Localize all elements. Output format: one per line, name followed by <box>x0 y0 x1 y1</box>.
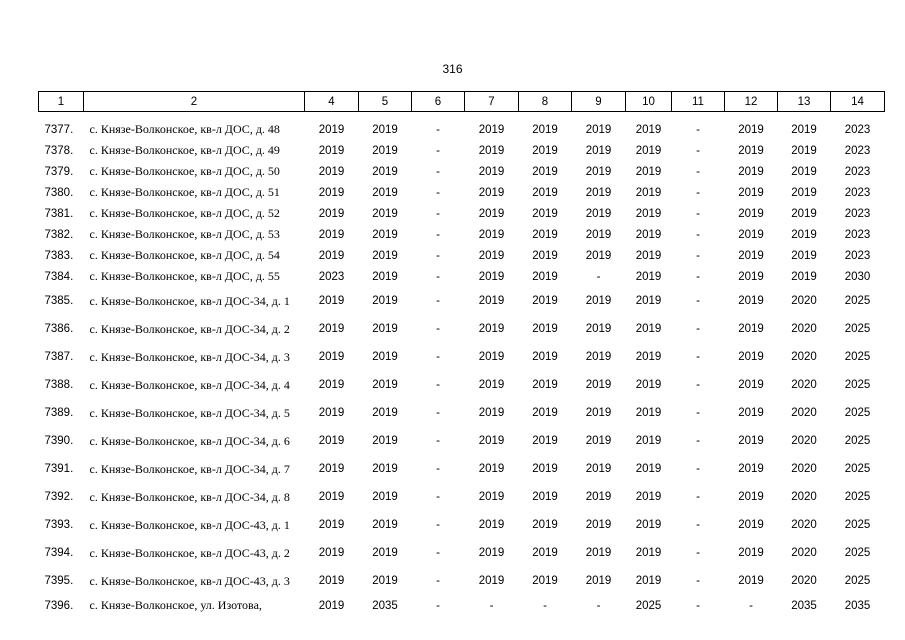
year-cell: - <box>436 228 440 241</box>
year-cell: 2019 <box>791 165 817 178</box>
row-number: 7384. <box>44 270 74 283</box>
year-cell: 2019 <box>585 435 612 447</box>
row-number: 7386. <box>44 323 74 335</box>
year-cell: 2019 <box>738 123 764 136</box>
year-cell: 2019 <box>318 599 345 612</box>
year-cell: 2020 <box>791 351 817 363</box>
row-number: 7382. <box>44 228 74 241</box>
column-header: 4 <box>305 92 359 112</box>
year-cell: 2025 <box>844 547 871 559</box>
year-cell: 2019 <box>635 547 662 559</box>
year-cell: - <box>696 295 700 307</box>
year-cell: 2019 <box>738 228 764 241</box>
row-number: 7385. <box>44 295 74 307</box>
year-cell: 2020 <box>791 463 817 475</box>
year-cell: 2019 <box>532 123 558 136</box>
year-cell: 2019 <box>635 519 662 531</box>
year-cell: - <box>489 599 494 612</box>
column-header: 11 <box>672 92 725 112</box>
address-cell: с. Князе-Волконское, кв-л ДОС-34, д. 3 <box>89 349 290 364</box>
year-cell: 2019 <box>478 351 505 363</box>
year-cell: 2030 <box>844 270 871 283</box>
year-cell: 2019 <box>791 186 817 199</box>
table-body <box>39 112 885 617</box>
year-cell: 2025 <box>844 295 871 307</box>
year-cell: - <box>596 599 601 612</box>
year-cell: 2019 <box>478 207 505 220</box>
year-cell: 2019 <box>791 144 817 157</box>
year-cell: - <box>696 599 700 612</box>
year-cell: 2019 <box>635 295 662 307</box>
address-cell: с. Князе-Волконское, кв-л ДОС, д. 54 <box>89 248 280 262</box>
year-cell: 2019 <box>585 228 612 241</box>
year-cell: - <box>436 295 440 307</box>
year-cell: 2019 <box>738 491 764 503</box>
year-cell: 2019 <box>372 323 398 335</box>
year-cell: - <box>436 599 440 612</box>
year-cell: 2019 <box>318 123 345 136</box>
year-cell: 2019 <box>532 207 558 220</box>
year-cell: 2019 <box>635 351 662 363</box>
year-cell: 2019 <box>585 123 612 136</box>
year-cell: 2019 <box>635 123 662 136</box>
year-cell: 2023 <box>844 228 871 241</box>
year-cell: 2025 <box>844 379 871 391</box>
table-row <box>39 455 885 483</box>
year-cell: 2019 <box>372 407 398 419</box>
year-cell: 2019 <box>318 575 345 587</box>
year-cell: 2019 <box>478 407 505 419</box>
year-cell: 2025 <box>635 599 662 612</box>
column-header: 14 <box>831 92 885 112</box>
year-cell: 2019 <box>318 249 345 262</box>
year-cell: 2019 <box>738 270 764 283</box>
row-number: 7392. <box>44 491 74 503</box>
year-cell: 2019 <box>372 379 398 391</box>
address-cell: с. Князе-Волконское, кв-л ДОС-34, д. 1 <box>89 293 290 308</box>
year-cell: 2019 <box>372 463 398 475</box>
table-row <box>39 399 885 427</box>
year-cell: 2019 <box>372 575 398 587</box>
year-cell: 2019 <box>372 228 398 241</box>
year-cell: 2019 <box>318 519 345 531</box>
year-cell: 2019 <box>318 491 345 503</box>
year-cell: 2020 <box>791 491 817 503</box>
year-cell: 2019 <box>738 249 764 262</box>
table-row <box>39 315 885 343</box>
row-number: 7396. <box>44 599 74 612</box>
year-cell: 2020 <box>791 295 817 307</box>
year-cell: 2019 <box>318 165 345 178</box>
year-cell: - <box>696 463 700 475</box>
row-number: 7377. <box>44 123 74 136</box>
year-cell: 2019 <box>318 435 345 447</box>
year-cell: 2023 <box>318 270 345 283</box>
address-cell: с. Князе-Волконское, кв-л ДОС, д. 50 <box>89 164 280 178</box>
year-cell: 2019 <box>635 323 662 335</box>
year-cell: 2019 <box>532 186 558 199</box>
year-cell: - <box>436 407 440 419</box>
year-cell: - <box>696 323 700 335</box>
year-cell: - <box>436 144 440 157</box>
year-cell: 2019 <box>532 379 558 391</box>
year-cell: - <box>596 270 601 283</box>
year-cell: 2019 <box>532 165 558 178</box>
year-cell: 2019 <box>585 575 612 587</box>
table-row <box>39 343 885 371</box>
year-cell: 2025 <box>844 435 871 447</box>
year-cell: 2023 <box>844 186 871 199</box>
year-cell: 2019 <box>478 270 505 283</box>
year-cell: - <box>436 123 440 136</box>
year-cell: 2023 <box>844 144 871 157</box>
year-cell: 2019 <box>532 270 558 283</box>
table-row <box>39 161 885 182</box>
year-cell: 2019 <box>532 295 558 307</box>
table-row <box>39 483 885 511</box>
year-cell: 2023 <box>844 249 871 262</box>
year-cell: - <box>436 186 440 199</box>
year-cell: 2019 <box>372 207 398 220</box>
row-number: 7394. <box>44 547 74 559</box>
table-row <box>39 140 885 161</box>
year-cell: - <box>436 519 440 531</box>
year-cell: 2035 <box>791 599 817 612</box>
row-number: 7387. <box>44 351 74 363</box>
year-cell: - <box>436 270 440 283</box>
row-number: 7388. <box>44 379 74 391</box>
year-cell: 2019 <box>372 519 398 531</box>
year-cell: - <box>696 519 700 531</box>
year-cell: 2023 <box>844 165 871 178</box>
table-row <box>39 595 885 616</box>
year-cell: 2025 <box>844 463 871 475</box>
year-cell: 2019 <box>372 295 398 307</box>
year-cell: 2019 <box>738 165 764 178</box>
year-cell: 2019 <box>585 547 612 559</box>
column-header: 9 <box>572 92 626 112</box>
row-number: 7389. <box>44 407 74 419</box>
address-cell: с. Князе-Волконское, кв-л ДОС-34, д. 4 <box>89 377 290 392</box>
table-row <box>39 567 885 595</box>
year-cell: 2019 <box>738 519 764 531</box>
year-cell: - <box>436 351 440 363</box>
year-cell: 2035 <box>844 599 871 612</box>
year-cell: 2019 <box>532 144 558 157</box>
year-cell: 2019 <box>532 323 558 335</box>
row-number: 7391. <box>44 463 74 475</box>
year-cell: 2019 <box>372 165 398 178</box>
address-cell: с. Князе-Волконское, кв-л ДОС-34, д. 5 <box>89 405 290 420</box>
table-row <box>39 511 885 539</box>
year-cell: 2019 <box>318 407 345 419</box>
column-header: 2 <box>84 92 305 112</box>
year-cell: 2019 <box>585 165 612 178</box>
page-number: 316 <box>442 62 463 76</box>
year-cell: 2019 <box>635 249 662 262</box>
year-cell: - <box>436 491 440 503</box>
year-cell: - <box>696 435 700 447</box>
address-cell: с. Князе-Волконское, кв-л ДОС-34, д. 7 <box>89 461 290 476</box>
year-cell: 2020 <box>791 323 817 335</box>
column-header: 10 <box>626 92 672 112</box>
year-cell: - <box>436 165 440 178</box>
year-cell: 2035 <box>372 599 398 612</box>
year-cell: 2019 <box>635 435 662 447</box>
year-cell: 2019 <box>318 547 345 559</box>
year-cell: 2019 <box>585 463 612 475</box>
row-number: 7378. <box>44 144 74 157</box>
year-cell: 2019 <box>478 186 505 199</box>
column-header: 8 <box>519 92 572 112</box>
year-cell: 2019 <box>532 575 558 587</box>
table-row <box>39 539 885 567</box>
address-cell: с. Князе-Волконское, кв-л ДОС, д. 49 <box>89 143 280 157</box>
year-cell: 2020 <box>791 435 817 447</box>
year-cell: 2019 <box>478 463 505 475</box>
year-cell: - <box>696 270 700 283</box>
year-cell: 2025 <box>844 491 871 503</box>
table-row <box>39 203 885 224</box>
year-cell: 2025 <box>844 323 871 335</box>
year-cell: 2019 <box>372 249 398 262</box>
row-number: 7379. <box>44 165 74 178</box>
year-cell: 2019 <box>585 295 612 307</box>
year-cell: 2019 <box>372 123 398 136</box>
year-cell: 2019 <box>738 547 764 559</box>
address-cell: с. Князе-Волконское, кв-л ДОС, д. 51 <box>89 185 280 199</box>
table-row <box>39 266 885 287</box>
year-cell: 2019 <box>791 123 817 136</box>
year-cell: 2019 <box>635 270 662 283</box>
address-cell: с. Князе-Волконское, кв-л ДОС-34, д. 8 <box>89 489 290 504</box>
year-cell: 2019 <box>532 228 558 241</box>
year-cell: 2019 <box>738 351 764 363</box>
year-cell: 2023 <box>844 207 871 220</box>
year-cell: - <box>696 351 700 363</box>
year-cell: 2019 <box>478 228 505 241</box>
year-cell: 2019 <box>585 323 612 335</box>
year-cell: 2019 <box>372 270 398 283</box>
address-cell: с. Князе-Волконское, кв-л ДОС-43, д. 2 <box>89 545 290 560</box>
year-cell: 2019 <box>585 144 612 157</box>
year-cell: 2020 <box>791 407 817 419</box>
address-cell: с. Князе-Волконское, кв-л ДОС-43, д. 1 <box>89 517 290 532</box>
row-number: 7390. <box>44 435 74 447</box>
year-cell: 2025 <box>844 575 871 587</box>
year-cell: 2019 <box>585 351 612 363</box>
year-cell: 2019 <box>791 207 817 220</box>
year-cell: 2019 <box>478 379 505 391</box>
year-cell: - <box>696 491 700 503</box>
year-cell: - <box>436 435 440 447</box>
column-header: 5 <box>359 92 412 112</box>
year-cell: 2019 <box>532 491 558 503</box>
table-row <box>39 182 885 203</box>
column-header: 12 <box>725 92 778 112</box>
table-header <box>39 92 885 112</box>
data-table <box>38 91 885 616</box>
year-cell: 2019 <box>738 435 764 447</box>
year-cell: 2019 <box>635 491 662 503</box>
year-cell: - <box>696 379 700 391</box>
year-cell: 2019 <box>478 575 505 587</box>
year-cell: 2019 <box>318 463 345 475</box>
year-cell: 2019 <box>318 186 345 199</box>
year-cell: 2019 <box>478 323 505 335</box>
year-cell: 2019 <box>532 407 558 419</box>
address-cell: с. Князе-Волконское, кв-л ДОС, д. 55 <box>89 269 280 283</box>
year-cell: 2019 <box>478 491 505 503</box>
year-cell: - <box>696 207 700 220</box>
year-cell: 2019 <box>738 186 764 199</box>
row-number: 7393. <box>44 519 74 531</box>
year-cell: 2019 <box>738 463 764 475</box>
year-cell: 2019 <box>372 547 398 559</box>
year-cell: 2019 <box>318 323 345 335</box>
year-cell: 2020 <box>791 547 817 559</box>
year-cell: - <box>436 575 440 587</box>
year-cell: 2019 <box>791 228 817 241</box>
address-cell: с. Князе-Волконское, кв-л ДОС-34, д. 2 <box>89 321 290 336</box>
year-cell: 2019 <box>585 186 612 199</box>
year-cell: 2019 <box>738 295 764 307</box>
table-row <box>39 245 885 266</box>
year-cell: 2019 <box>478 165 505 178</box>
year-cell: 2019 <box>738 207 764 220</box>
year-cell: 2019 <box>738 379 764 391</box>
year-cell: 2019 <box>635 379 662 391</box>
year-cell: 2019 <box>635 407 662 419</box>
year-cell: 2019 <box>372 435 398 447</box>
year-cell: - <box>696 186 700 199</box>
year-cell: - <box>436 323 440 335</box>
year-cell: 2019 <box>791 249 817 262</box>
year-cell: 2019 <box>478 295 505 307</box>
year-cell: 2019 <box>372 491 398 503</box>
year-cell: 2019 <box>318 228 345 241</box>
year-cell: 2019 <box>585 407 612 419</box>
table-row <box>39 427 885 455</box>
year-cell: - <box>436 207 440 220</box>
year-cell: 2019 <box>532 547 558 559</box>
year-cell: 2023 <box>844 123 871 136</box>
year-cell: - <box>696 547 700 559</box>
year-cell: 2019 <box>635 186 662 199</box>
address-cell: с. Князе-Волконское, кв-л ДОС, д. 53 <box>89 227 280 241</box>
year-cell: 2019 <box>372 186 398 199</box>
table-row <box>39 287 885 315</box>
year-cell: - <box>543 599 547 612</box>
year-cell: - <box>696 123 700 136</box>
row-number: 7381. <box>44 207 74 220</box>
row-number: 7383. <box>44 249 74 262</box>
year-cell: 2019 <box>635 463 662 475</box>
year-cell: 2019 <box>532 463 558 475</box>
year-cell: - <box>436 463 440 475</box>
year-cell: - <box>436 249 440 262</box>
year-cell: 2019 <box>532 519 558 531</box>
year-cell: 2025 <box>844 407 871 419</box>
year-cell: 2019 <box>738 575 764 587</box>
address-cell: с. Князе-Волконское, кв-л ДОС, д. 52 <box>89 206 280 220</box>
year-cell: 2019 <box>318 144 345 157</box>
year-cell: 2019 <box>478 123 505 136</box>
header-row <box>39 92 885 112</box>
year-cell: 2019 <box>635 207 662 220</box>
year-cell: 2019 <box>532 435 558 447</box>
year-cell: - <box>696 165 700 178</box>
year-cell: 2019 <box>738 407 764 419</box>
year-cell: 2019 <box>318 379 345 391</box>
year-cell: 2019 <box>478 144 505 157</box>
year-cell: 2020 <box>791 575 817 587</box>
year-cell: 2019 <box>318 295 345 307</box>
table-row <box>39 224 885 245</box>
year-cell: - <box>436 547 440 559</box>
year-cell: 2019 <box>478 435 505 447</box>
column-header: 13 <box>778 92 831 112</box>
table-row <box>39 112 885 141</box>
year-cell: 2019 <box>791 270 817 283</box>
address-cell: с. Князе-Волконское, кв-л ДОС-34, д. 6 <box>89 433 290 448</box>
column-header: 6 <box>412 92 465 112</box>
year-cell: 2019 <box>585 491 612 503</box>
year-cell: 2019 <box>635 165 662 178</box>
year-cell: 2020 <box>791 519 817 531</box>
year-cell: - <box>696 144 700 157</box>
year-cell: - <box>696 407 700 419</box>
row-number: 7395. <box>44 575 74 587</box>
year-cell: 2019 <box>738 144 764 157</box>
year-cell: 2019 <box>585 519 612 531</box>
year-cell: 2019 <box>318 207 345 220</box>
column-header: 1 <box>39 92 84 112</box>
year-cell: - <box>696 228 700 241</box>
year-cell: - <box>749 599 753 612</box>
column-header: 7 <box>465 92 519 112</box>
year-cell: 2019 <box>318 351 345 363</box>
year-cell: - <box>436 379 440 391</box>
year-cell: 2019 <box>372 351 398 363</box>
year-cell: 2025 <box>844 351 871 363</box>
year-cell: 2019 <box>585 379 612 391</box>
year-cell: 2019 <box>372 144 398 157</box>
table-row <box>39 371 885 399</box>
year-cell: 2019 <box>585 207 612 220</box>
year-cell: 2019 <box>635 228 662 241</box>
year-cell: 2019 <box>478 249 505 262</box>
year-cell: 2019 <box>478 547 505 559</box>
address-cell: с. Князе-Волконское, кв-л ДОС, д. 48 <box>89 122 280 136</box>
year-cell: 2019 <box>585 249 612 262</box>
address-cell: с. Князе-Волконское, кв-л ДОС-43, д. 3 <box>89 573 290 588</box>
year-cell: - <box>696 575 700 587</box>
row-number: 7380. <box>44 186 74 199</box>
year-cell: - <box>696 249 700 262</box>
year-cell: 2019 <box>532 249 558 262</box>
year-cell: 2019 <box>635 144 662 157</box>
year-cell: 2020 <box>791 379 817 391</box>
year-cell: 2019 <box>635 575 662 587</box>
year-cell: 2025 <box>844 519 871 531</box>
year-cell: 2019 <box>478 519 505 531</box>
address-cell: с. Князе-Волконское, ул. Изотова, <box>89 598 262 612</box>
year-cell: 2019 <box>738 323 764 335</box>
year-cell: 2019 <box>532 351 558 363</box>
